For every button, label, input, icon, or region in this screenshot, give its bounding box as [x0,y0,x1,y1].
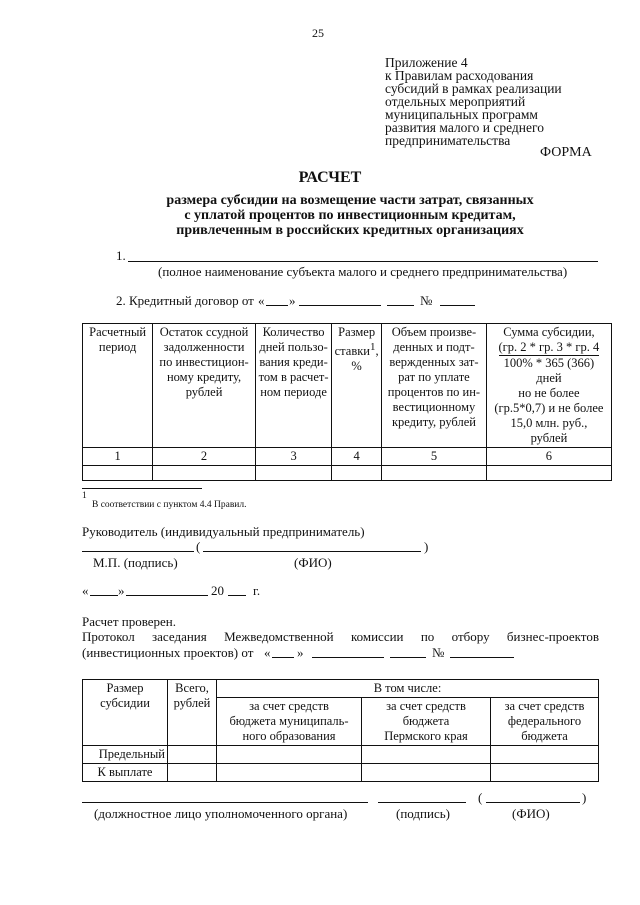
subsidy-table [82,679,599,782]
paren-close: ) [424,539,429,554]
entity-name-line[interactable] [128,261,598,262]
protocol-number-sign: № [432,645,445,660]
date-quote-open: « [82,583,89,598]
footnote-ref: 1 [370,341,376,353]
loan-year-field[interactable] [387,305,414,306]
appendix-line: субсидий в рамках реализации [385,81,562,96]
header-federal-budget: за счет средств федерального бюджета [491,698,599,746]
subtitle-line: привлеченным в российских кредитных организациях [176,223,524,238]
protocol-quote-open: « [264,645,271,660]
header-municipal-budget: за счет средств бюджета муниципаль- ного образования [217,698,362,746]
protocol-line: Протокол заседания Межведомственной комиссии по отбору бизнес-проектов [82,629,599,644]
subtitle-line: размера субсидии на возмещение части затрат, связанных [166,193,534,208]
quote-open: « [258,293,265,308]
data-cell[interactable] [332,466,382,481]
date-month-field[interactable] [126,595,208,596]
header-period: Расчетный период [83,324,153,448]
data-cell[interactable] [255,466,331,481]
row-payout-label: К выплате [83,764,168,782]
data-cell[interactable] [362,764,491,782]
data-cell[interactable] [382,466,487,481]
footnote-text: В соответствии с пунктом 4.4 Правил. [92,500,247,510]
formula-numerator: (гр. 2 * гр. 3 * гр. 4 [498,340,600,354]
date-year-field[interactable] [228,595,246,596]
col-number: 3 [255,448,331,466]
data-cell[interactable] [486,466,611,481]
row-limit-label: Предельный [83,746,168,764]
col-number: 6 [486,448,611,466]
head-fio-line[interactable] [203,551,421,552]
bottom-fio-caption: (ФИО) [512,806,550,821]
official-caption: (должностное лицо уполномоченного органа) [94,806,348,821]
appendix-line: муниципальных программ [385,107,538,122]
appendix-line: отдельных мероприятий [385,94,526,109]
subtitle-line: с уплатой процентов по инвестиционным кредитам, [184,208,516,223]
protocol-number-field[interactable] [450,657,514,658]
signature-caption: (подпись) [396,806,450,821]
official-line[interactable] [82,802,368,803]
data-cell[interactable] [362,746,491,764]
protocol-day-field[interactable] [272,657,294,658]
verified-label: Расчет проверен. [82,614,177,629]
header-subsidy-sum: Сумма субсидии, (гр. 2 * гр. 3 * гр. 4 100% * 365 (366) дней но не более (гр.5*0,7) и не более 15,0 млн. руб., рублей [486,324,611,448]
date-day-field[interactable] [90,595,118,596]
appendix-line: развития малого и среднего [385,120,544,135]
loan-day-field[interactable] [266,305,288,306]
head-signature-line[interactable] [82,551,194,552]
doc-title: РАСЧЕТ [298,169,362,186]
protocol-from-label: (инвестиционных проектов) от [82,645,254,660]
protocol-quote-close: » [297,645,304,660]
footnote-mark: 1 [82,491,87,501]
appendix-title: Приложение 4 [385,55,468,70]
data-cell[interactable] [217,746,362,764]
bottom-fio-line[interactable] [486,802,580,803]
bottom-paren-open: ( [478,790,483,805]
signature-line[interactable] [378,802,466,803]
data-cell[interactable] [491,764,599,782]
appendix-line: к Правилам расходования [385,68,534,83]
col-number: 4 [332,448,382,466]
header-total: Всего, рублей [168,680,217,746]
header-regional-budget: за счет средств бюджета Пермского края [362,698,491,746]
form-label: ФОРМА [540,145,592,160]
mp-caption: М.П. (подпись) [93,555,178,570]
header-days: Количество дней пользо- вания креди- том в расчет- ном периоде [255,324,331,448]
loan-agreement-label: 2. Кредитный договор от [116,293,254,308]
item1-number: 1. [116,248,126,263]
date-year-prefix: 20 [211,583,224,598]
header-rate: Размер ставки$^1$, % [332,324,382,448]
col-number: 1 [83,448,153,466]
loan-number-field[interactable] [440,305,475,306]
fio-caption: (ФИО) [294,555,332,570]
page-number: 25 [312,26,324,40]
data-cell[interactable] [168,764,217,782]
number-sign: № [420,293,433,308]
entity-name-caption: (полное наименование субъекта малого и среднего предпринимательства) [158,264,568,279]
data-cell[interactable] [153,466,256,481]
appendix-line: предпринимательства [385,133,511,148]
data-cell[interactable] [83,466,153,481]
data-cell[interactable] [168,746,217,764]
footnote-separator [82,488,202,489]
data-cell[interactable] [491,746,599,764]
quote-close: » [289,293,296,308]
doc-subtitle [0,193,640,238]
protocol-year-field[interactable] [390,657,426,658]
col-number: 2 [153,448,256,466]
loan-month-field[interactable] [299,305,381,306]
head-label: Руководитель (индивидуальный предприниматель) [82,524,365,539]
appendix-block [385,56,562,147]
bottom-paren-close: ) [582,790,587,805]
data-cell[interactable] [217,764,362,782]
calculation-table [82,323,612,481]
date-quote-close: » [118,583,125,598]
header-including: В том числе: [217,680,599,698]
paren-open: ( [196,539,201,554]
date-year-suffix: г. [253,583,261,598]
protocol-month-field[interactable] [312,657,384,658]
header-balance: Остаток ссудной задолженности по инвестицион- ному кредиту, рублей [153,324,256,448]
col-number: 5 [382,448,487,466]
header-subsidy-size: Размер субсидии [83,680,168,746]
header-costs: Объем произве- денных и подт- вержденных зат- рат по уплате процентов по ин- вестиционному кредиту, рублей [382,324,487,448]
